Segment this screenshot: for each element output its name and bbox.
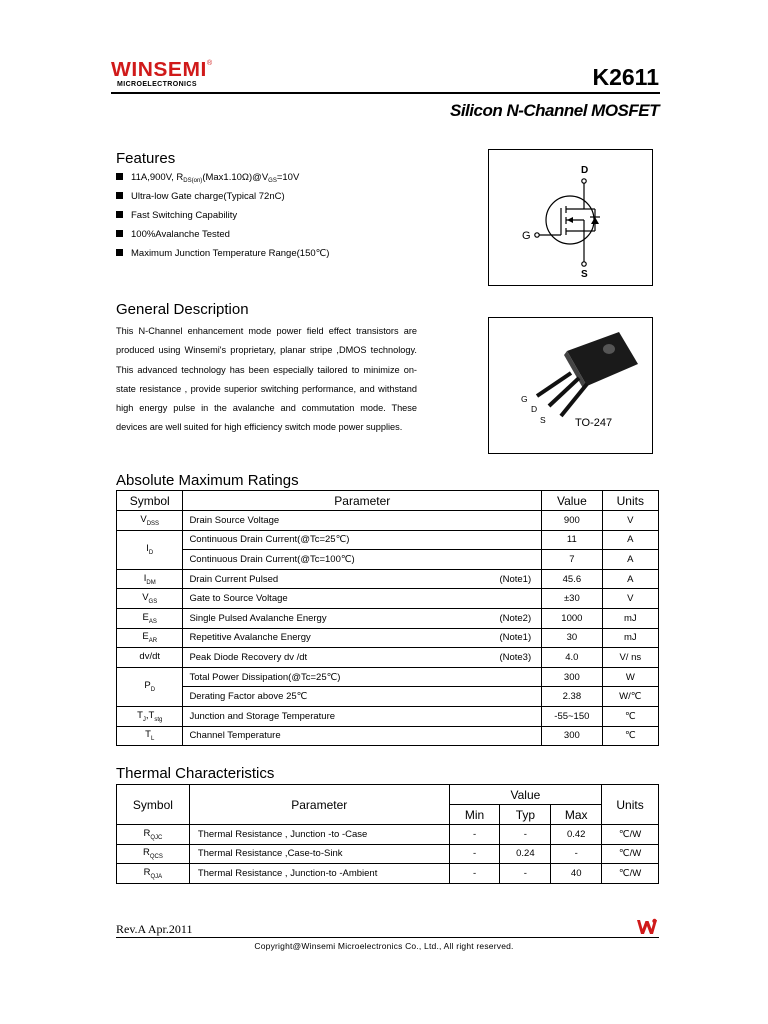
parameter-cell: Continuous Drain Current(@Tc=100℃): [183, 550, 542, 570]
pin-s-label: S: [540, 415, 546, 425]
table-row: [117, 825, 659, 845]
table-row: [117, 706, 659, 726]
parameter-cell: Single Pulsed Avalanche Energy (Note2): [183, 608, 542, 628]
parameter-cell: Derating Factor above 25℃: [183, 687, 542, 707]
device-subtitle: Silicon N-Channel MOSFET: [449, 101, 659, 120]
unit-cell: ℃: [602, 726, 658, 746]
table-row: [117, 550, 659, 570]
source-label: S: [581, 269, 588, 280]
typ-cell: -: [500, 864, 551, 884]
symbol-cell: $R_{QJA}$: [117, 864, 190, 884]
unit-cell: V: [602, 589, 658, 609]
symbol-cell: $T_J,T_{stg}$: [117, 706, 183, 726]
unit-cell: A: [602, 569, 658, 589]
table-row: [117, 844, 659, 864]
col-symbol: Symbol: [117, 785, 190, 825]
symbol-cell: $V_{GS}$: [117, 589, 183, 609]
col-parameter: Parameter: [189, 785, 449, 825]
copyright-text: Copyright@Winsemi Microelectronics Co., Ltd., All right reserved.: [254, 941, 514, 951]
logo-subtitle: MICROELECTRONICS: [117, 81, 197, 88]
symbol-cell: $R_{QJC}$: [117, 825, 190, 845]
table-row: [117, 667, 659, 687]
abs-max-heading: Absolute Maximum Ratings: [116, 472, 299, 489]
pin-g-label: G: [521, 394, 528, 404]
unit-cell: mJ: [602, 628, 658, 648]
parameter-cell: Thermal Resistance , Junction-to -Ambient: [189, 864, 449, 884]
unit-cell: ℃/W: [602, 825, 659, 845]
symbol-cell: $E_{AS}$: [117, 608, 183, 628]
feature-item: Maximum Junction Temperature Range(150℃): [116, 248, 329, 260]
table-row: [117, 648, 659, 668]
table-header-row: [117, 785, 659, 805]
parameter-cell: Total Power Dissipation(@Tc=25℃): [183, 667, 542, 687]
unit-cell: V: [602, 511, 658, 531]
logo-wordmark: WINSEMI: [111, 59, 207, 81]
unit-cell: V/ ns: [602, 648, 658, 668]
table-row: [117, 569, 659, 589]
value-cell: 7: [542, 550, 602, 570]
table-row: [117, 628, 659, 648]
value-cell: 2.38: [542, 687, 602, 707]
value-cell: 4.0: [542, 648, 602, 668]
unit-cell: mJ: [602, 608, 658, 628]
col-parameter: Parameter: [183, 491, 542, 511]
symbol-cell: $E_{AR}$: [117, 628, 183, 648]
col-typ: Typ: [500, 805, 551, 825]
table-row: [117, 608, 659, 628]
revision-label: Rev.A Apr.2011: [116, 922, 193, 936]
parameter-cell: Continuous Drain Current(@Tc=25℃): [183, 530, 542, 550]
mosfet-symbol-icon: [489, 150, 652, 285]
general-description-text: This N-Channel enhancement mode power field effect transistors are produced using Winsemi's proprietary, planar stripe ,DMOS technology. This advanced technology has been especially tailored to minimize on-state resistance , provide superior switching performance, and withstand high energy pulse in the avalanche and commutation mode. These devices are well suited for high efficiency switch mode power supplies.: [116, 326, 417, 433]
symbol-cell: $P_D$: [117, 667, 183, 706]
bullet-icon: [116, 192, 123, 199]
symbol-cell: $V_{DSS}$: [117, 511, 183, 531]
table-row: [117, 864, 659, 884]
col-units: Units: [602, 785, 659, 825]
value-cell: 300: [542, 726, 602, 746]
drain-label: D: [581, 165, 589, 176]
unit-cell: A: [602, 550, 658, 570]
pin-d-label: D: [531, 404, 538, 414]
value-cell: 300: [542, 667, 602, 687]
table-header-row: [117, 491, 659, 511]
symbol-cell: $R_{QCS}$: [117, 844, 190, 864]
max-cell: 0.42: [551, 825, 602, 845]
header-rule: [111, 92, 660, 94]
symbol-cell: $I_D$: [117, 530, 183, 569]
min-cell: -: [449, 825, 500, 845]
thermal-table: [116, 784, 659, 884]
table-row: [117, 530, 659, 550]
parameter-cell: Thermal Resistance , Junction -to -Case: [189, 825, 449, 845]
parameter-cell: Repetitive Avalanche Energy (Note1): [183, 628, 542, 648]
col-max: Max: [551, 805, 602, 825]
unit-cell: A: [602, 530, 658, 550]
feature-item: Fast Switching Capability: [116, 210, 237, 222]
gate-label: G: [522, 230, 531, 242]
col-min: Min: [449, 805, 500, 825]
max-cell: 40: [551, 864, 602, 884]
value-cell: 45.6: [542, 569, 602, 589]
table-row: [117, 589, 659, 609]
parameter-cell: Drain Current Pulsed (Note1): [183, 569, 542, 589]
table-row: [117, 687, 659, 707]
col-value: Value: [542, 491, 602, 511]
registered-mark: ®: [207, 60, 213, 67]
parameter-cell: Peak Diode Recovery dv /dt (Note3): [183, 648, 542, 668]
unit-cell: W: [602, 667, 658, 687]
col-units: Units: [602, 491, 658, 511]
unit-cell: ℃: [602, 706, 658, 726]
winsemi-logo: [111, 60, 217, 90]
parameter-cell: Junction and Storage Temperature: [183, 706, 542, 726]
col-symbol: Symbol: [117, 491, 183, 511]
value-cell: 11: [542, 530, 602, 550]
package-name: TO-247: [575, 417, 613, 429]
symbol-cell: $T_L$: [117, 726, 183, 746]
value-cell: -55~150: [542, 706, 602, 726]
package-box: [488, 317, 653, 454]
max-cell: -: [551, 844, 602, 864]
general-description-heading: General Description: [116, 301, 249, 318]
parameter-cell: Thermal Resistance ,Case-to-Sink: [189, 844, 449, 864]
abs-max-table: [116, 490, 659, 746]
bullet-icon: [116, 230, 123, 237]
features-heading: Features: [116, 150, 176, 167]
thermal-heading: Thermal Characteristics: [116, 765, 275, 782]
value-cell: ±30: [542, 589, 602, 609]
typ-cell: 0.24: [500, 844, 551, 864]
feature-item: 11A,900V, $R_{DS(on)}(Max1.10\Omega)@V_{GS}=10V$: [116, 172, 299, 187]
symbol-cell: $I_{DM}$: [117, 569, 183, 589]
feature-item: Ultra-low Gate charge(Typical 72nC): [116, 191, 285, 203]
bullet-icon: [116, 173, 123, 180]
col-value: Value: [449, 785, 601, 805]
typ-cell: -: [500, 825, 551, 845]
value-cell: 1000: [542, 608, 602, 628]
feature-item: 100%Avalanche Tested: [116, 229, 230, 241]
min-cell: -: [449, 844, 500, 864]
table-row: [117, 726, 659, 746]
value-cell: 900: [542, 511, 602, 531]
winsemi-mark-icon: [636, 918, 658, 936]
mosfet-symbol-box: [488, 149, 653, 286]
table-row: [117, 511, 659, 531]
part-number: K2611: [592, 64, 659, 90]
to247-package-icon: [489, 318, 652, 453]
parameter-cell: Drain Source Voltage: [183, 511, 542, 531]
footer-rule: [116, 937, 659, 938]
bullet-icon: [116, 249, 123, 256]
parameter-cell: Gate to Source Voltage: [183, 589, 542, 609]
unit-cell: W/℃: [602, 687, 658, 707]
min-cell: -: [449, 864, 500, 884]
unit-cell: ℃/W: [602, 844, 659, 864]
value-cell: 30: [542, 628, 602, 648]
symbol-cell: dv/dt: [117, 648, 183, 668]
parameter-cell: Channel Temperature: [183, 726, 542, 746]
unit-cell: ℃/W: [602, 864, 659, 884]
bullet-icon: [116, 211, 123, 218]
